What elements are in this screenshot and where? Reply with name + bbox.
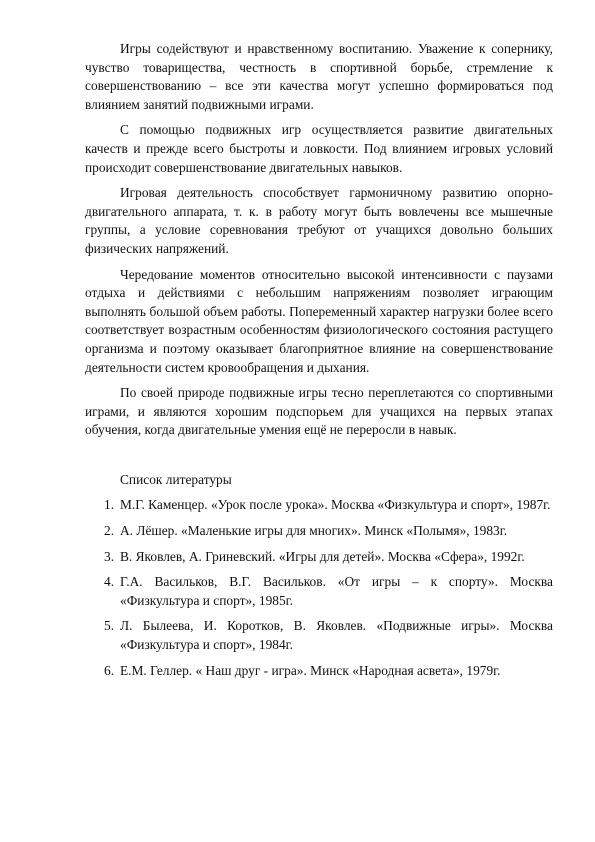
reference-number: 5. (104, 618, 115, 634)
reference-item (85, 522, 553, 541)
reference-item (85, 573, 553, 610)
document-page (85, 40, 553, 687)
reference-number: 6. (104, 662, 115, 678)
references-heading: Список литературы (120, 471, 232, 487)
reference-text: Г.А. Васильков, В.Г. Васильков. «От игры – к спорту». Москва «Физкультура и спорт», 1985г. (120, 574, 553, 608)
paragraph-musculoskeletal: Игровая деятельность способствует гармоничному развитию опорно-двигательного аппарата, т. к. в работу могут быть вовлечены все мышечные группы, а условие соревнования требуют от учащихся довольно больших физических напряжений. (85, 185, 553, 256)
reference-text: Л. Былеева, И. Коротков, В. Яковлев. «Подвижные игры». Москва «Физкультура и спорт», 1984г. (120, 618, 553, 653)
reference-number: 2. (104, 523, 115, 539)
reference-text: М.Г. Каменцер. «Урок после урока». Москва «Физкультура и спорт», 1987г. (120, 497, 551, 513)
reference-item (85, 496, 553, 515)
reference-item (85, 617, 553, 654)
reference-item (85, 662, 553, 681)
reference-number: 3. (104, 548, 115, 564)
paragraph-intensity: Чередование моментов относительно высокой интенсивности с паузами отдыха и действиями с небольшим напряжениям позволяет играющим выполнять большой объем работы. Попеременный характер нагрузки более всего соответствует возрастным особенностям физиологического состояния растущего организма и поэтому оказывает благоприятное влияние на совершенствование деятельности систем кровообращения и дыхания. (85, 266, 553, 375)
reference-text: А. Лёшер. «Маленькие игры для многих». Минск «Полымя», 1983г. (120, 523, 508, 539)
paragraph-motor-qualities: С помощью подвижных игр осуществляется развитие двигательных качеств и прежде всего быстроты и ловкости. Под влиянием игровых условий происходит совершенствование двигательных навыков. (85, 122, 553, 175)
reference-text: Е.М. Геллер. « Наш друг - игра». Минск «Народная асвета», 1979г. (120, 662, 501, 678)
reference-number: 1. (104, 497, 115, 513)
references-list (85, 496, 553, 680)
reference-item (85, 548, 553, 567)
paragraph-sport-games: По своей природе подвижные игры тесно переплетаются со спортивными играми, и являются хорошим подспорьем для учащихся на первых этапах обучения, когда двигательные умения ещё не переросли в навык. (85, 385, 553, 438)
reference-text: В. Яковлев, А. Гриневский. «Игры для детей». Москва «Сфера», 1992г. (120, 548, 525, 564)
reference-number: 4. (104, 574, 115, 590)
paragraph-moral-education: Игры содействуют и нравственному воспитанию. Уважение к сопернику, чувство товарищества, честность в спортивной борьбе, стремление к совершенствованию – все эти качества могут успешно формироваться под влиянием занятий подвижными играми. (85, 41, 553, 112)
